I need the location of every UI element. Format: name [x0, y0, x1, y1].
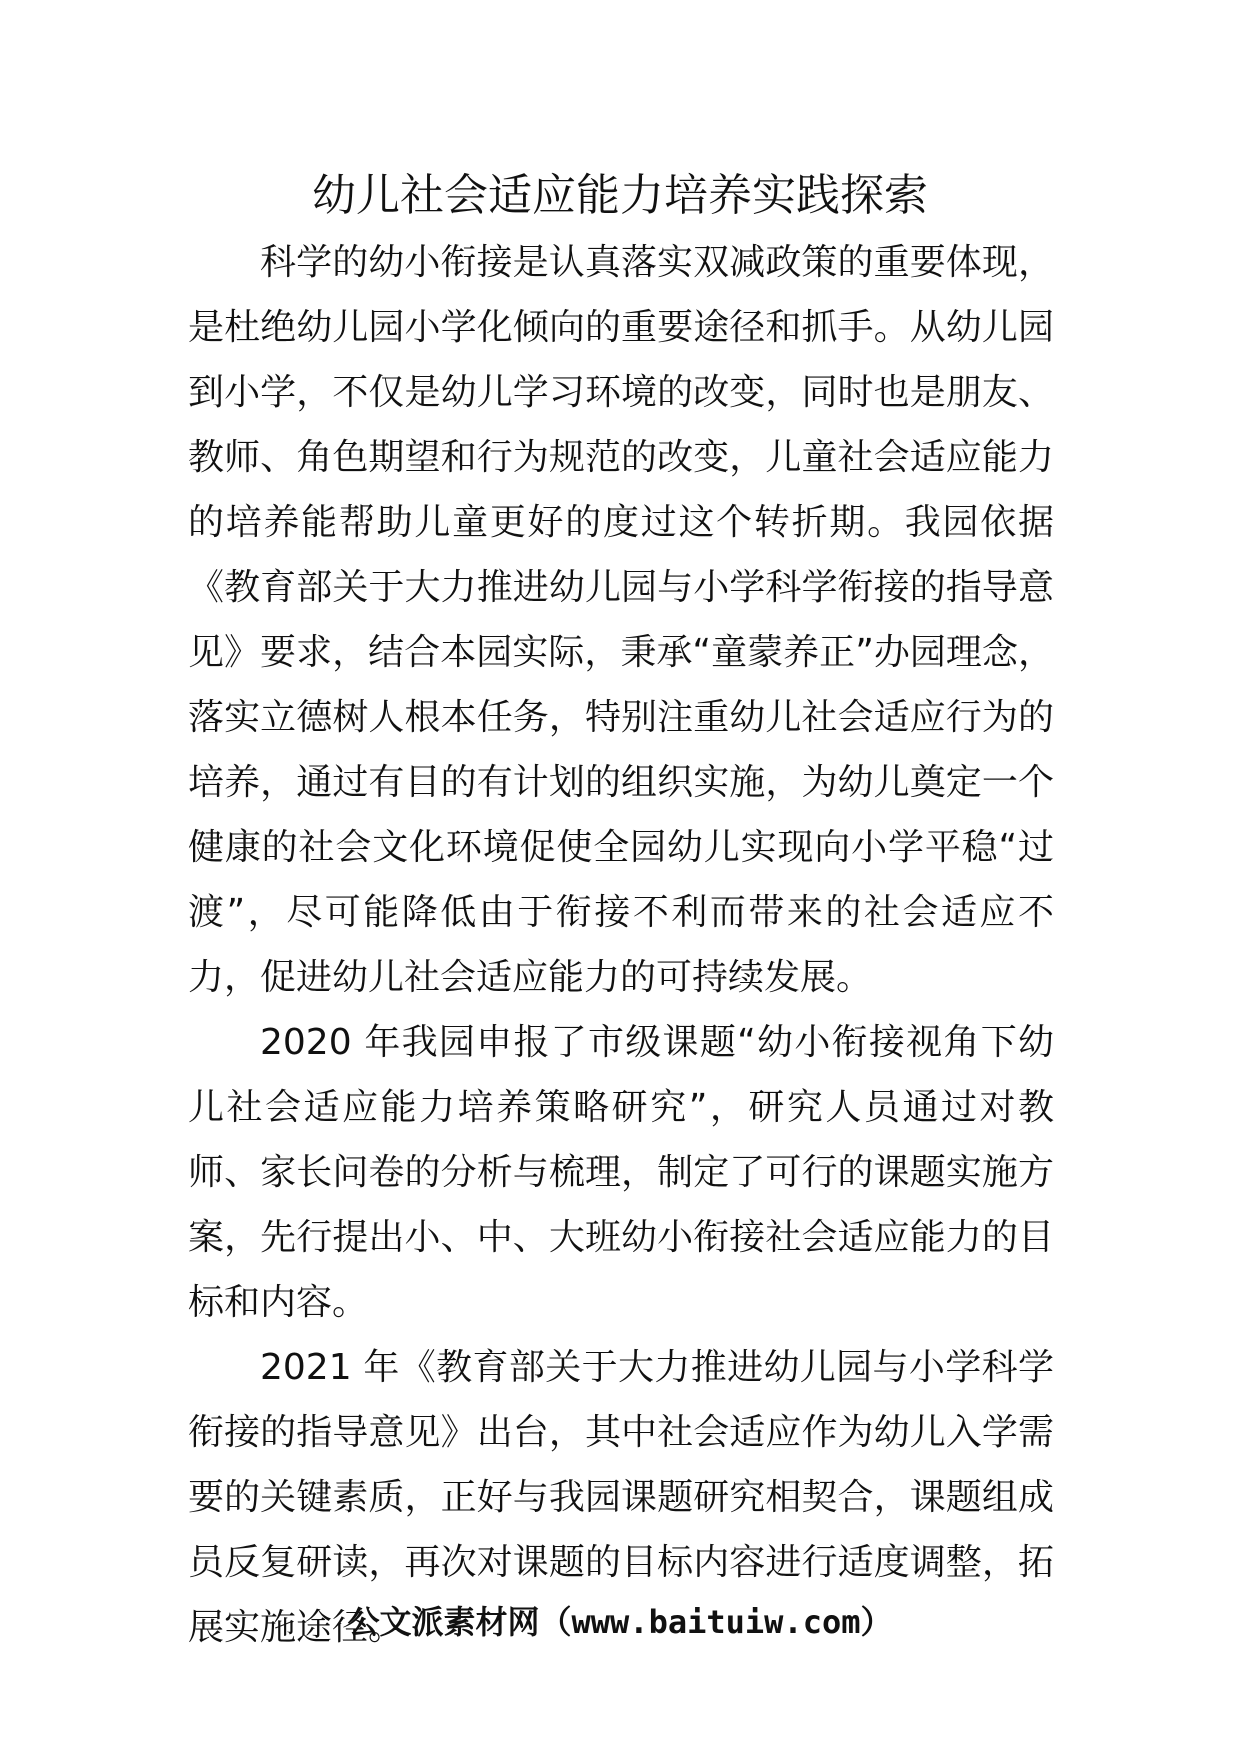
paragraph: 2020 年我园申报了市级课题“幼小衔接视角下幼儿社会适应能力培养策略研究”，研究人员通过对教师、家长问卷的分析与梳理，制定了可行的课题实施方案，先行提出小、中、大班幼小衔接社会适应能力的目标和内容。 [188, 1022, 1054, 1323]
footer-url: （www.baituiw.com） [539, 1603, 893, 1641]
document-title: 幼儿社会适应能力培养实践探索 [312, 170, 928, 221]
document-body [188, 230, 1054, 1660]
footer-site-name: 公文派素材网 [347, 1603, 540, 1641]
paragraph: 2021 年《教育部关于大力推进幼儿园与小学科学衔接的指导意见》出台，其中社会适应作为幼儿入学需要的关键素质，正好与我园课题研究相契合，课题组成员反复研读，再次对课题的目标内容进行适度调整，拓展实施途径。 [188, 1347, 1054, 1648]
footer-watermark [0, 1600, 1240, 1644]
paragraph: 科学的幼小衔接是认真落实双减政策的重要体现，是杜绝幼儿园小学化倾向的重要途径和抓手。从幼儿园到小学，不仅是幼儿学习环境的改变，同时也是朋友、教师、角色期望和行为规范的改变，儿童社会适应能力的培养能帮助儿童更好的度过这个转折期。我园依据《教育部关于大力推进幼儿园与小学科学衔接的指导意见》要求，结合本园实际，秉承“童蒙养正”办园理念，落实立德树人根本任务，特别注重幼儿社会适应行为的培养，通过有目的有计划的组织实施，为幼儿奠定一个健康的社会文化环境促使全园幼儿实现向小学平稳“过渡”，尽可能降低由于衔接不利而带来的社会适应不力，促进幼儿社会适应能力的可持续发展。 [188, 242, 1054, 998]
